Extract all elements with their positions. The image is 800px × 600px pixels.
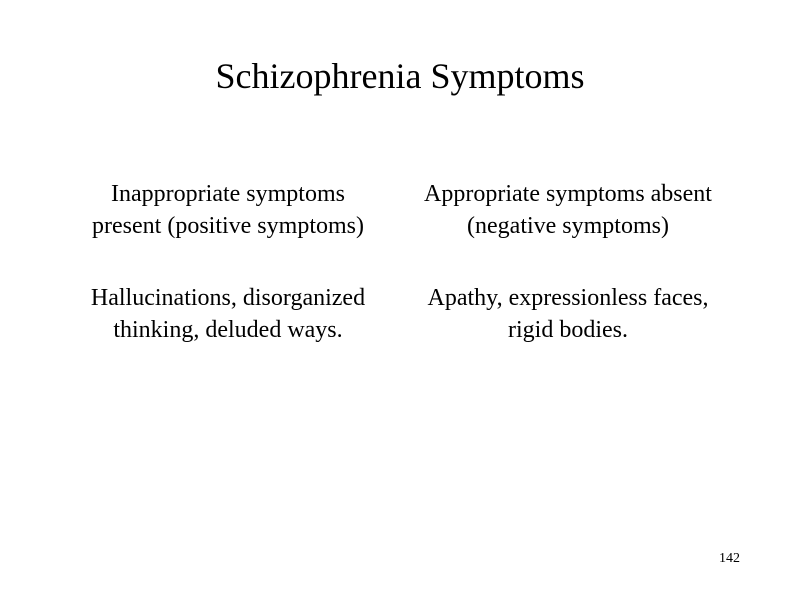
negative-symptoms-heading-line-2: (negative symptoms) (467, 213, 669, 239)
page-number: 142 (719, 551, 740, 566)
negative-symptoms-examples (398, 282, 738, 346)
positive-symptoms-heading-line-2: present (positive symptoms) (92, 213, 364, 239)
positive-symptoms-examples-line-2: thinking, deluded ways. (113, 317, 343, 343)
positive-symptoms-examples-line-1: Hallucinations, disorganized (90, 285, 366, 311)
positive-symptoms-heading-line-1: Inappropriate symptoms (111, 181, 345, 207)
negative-symptoms-examples-line-2: rigid bodies. (508, 317, 628, 343)
slide-title: Schizophrenia Symptoms (215, 56, 585, 96)
negative-symptoms-heading-line-1: Appropriate symptoms absent (424, 181, 712, 207)
positive-symptoms-examples (58, 282, 398, 346)
positive-symptoms-heading (58, 178, 398, 242)
negative-symptoms-examples-line-1: Apathy, expressionless faces, (427, 285, 709, 311)
negative-symptoms-heading (398, 178, 738, 242)
